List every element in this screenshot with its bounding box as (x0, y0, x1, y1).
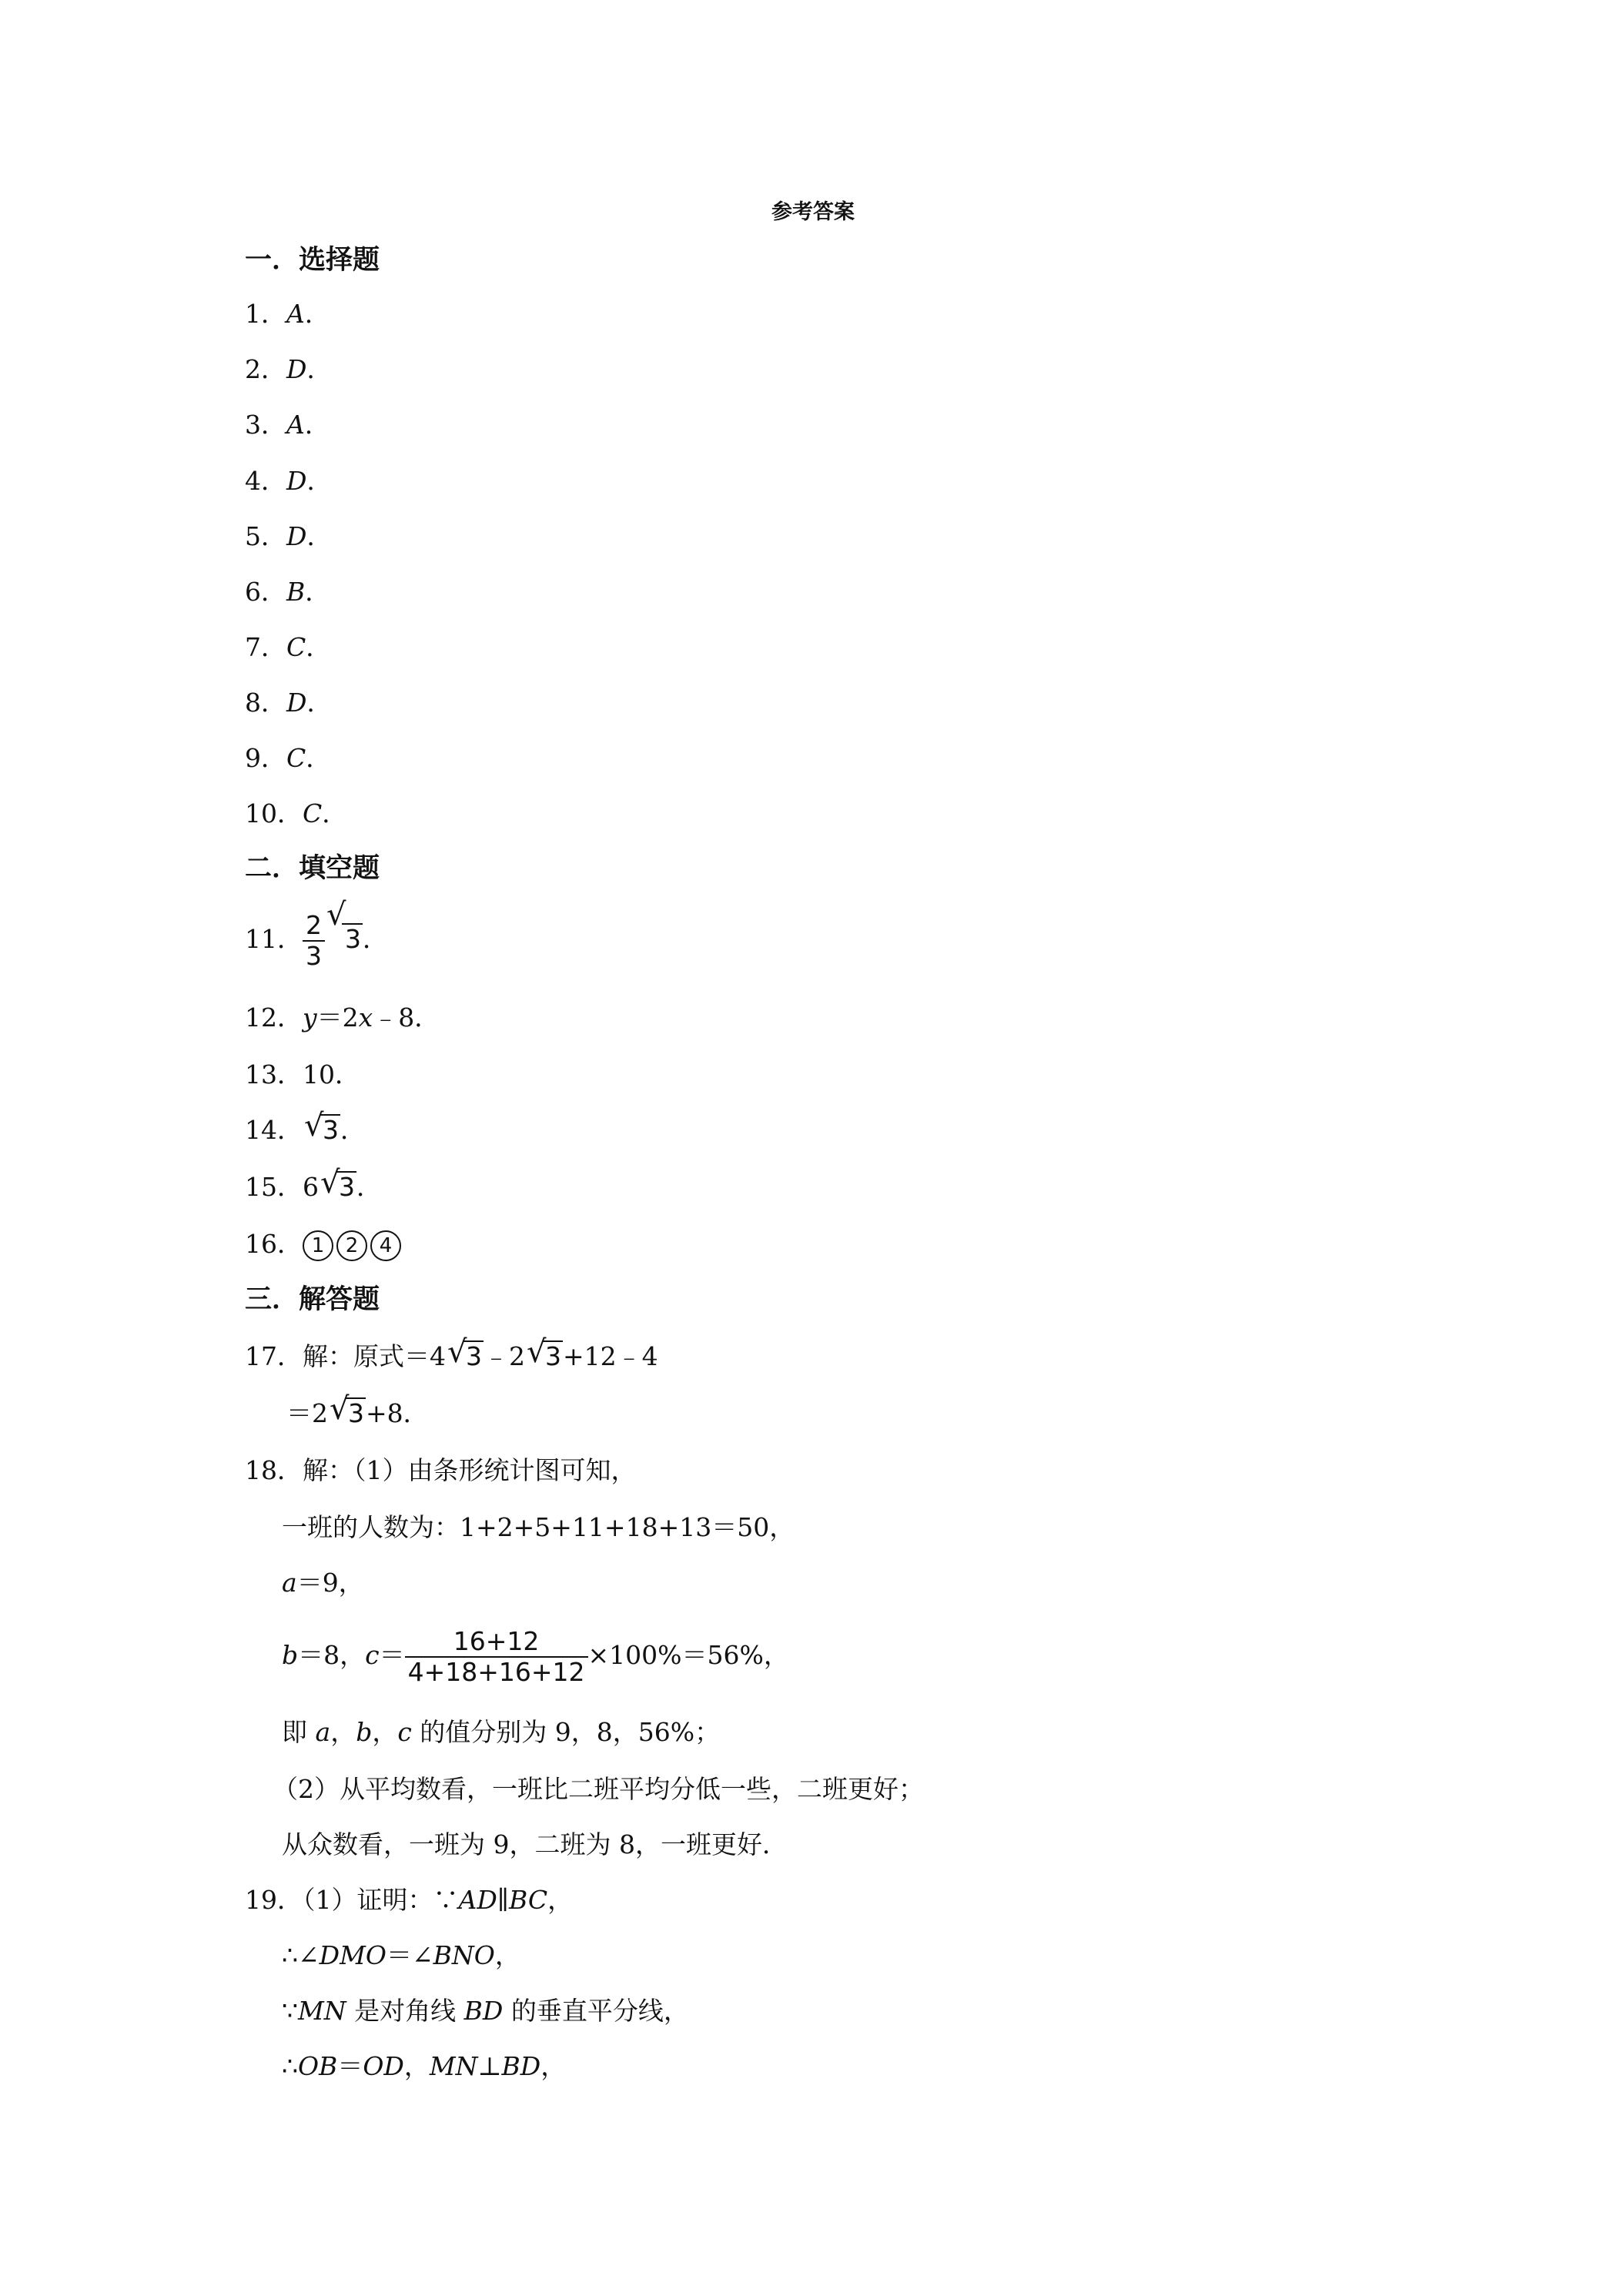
choice-answer-4: 4．D． (245, 466, 333, 496)
fill-answer-14: 14． √ 3． (245, 1113, 366, 1147)
square-root: √ 3 (527, 1334, 561, 1371)
square-root: √ 3 (330, 1391, 364, 1428)
q18-line-5: 即 a，b，c 的值分别为 9，8，56%； (282, 1717, 721, 1747)
q17-line-2: ＝2 √ 3+8． (286, 1397, 429, 1431)
fill-answer-12: 12．y＝2x﹣8． (245, 1002, 440, 1033)
radical-sign-icon: √ (320, 1165, 340, 1200)
radical-sign-icon: √ (447, 1334, 467, 1370)
choice-answer-8: 8．D． (245, 688, 333, 718)
choice-answer-3: 3．A． (245, 410, 330, 440)
choice-answer-1: 1．A． (245, 299, 330, 329)
square-root: √ 3 (447, 1334, 482, 1371)
square-root: √ 3 (320, 1165, 355, 1202)
fraction: $\frac{2}{3}$ (303, 912, 325, 969)
q18-line-6: （2）从平均数看，一班比二班平均分低一些，二班更好； (273, 1774, 924, 1804)
square-root: √ 3 (304, 1108, 339, 1145)
choice-answer-5: 5．D． (245, 521, 333, 551)
choice-answer-2: 2．D． (245, 354, 333, 384)
fill-answer-13: 13．10． (245, 1059, 360, 1089)
choice-answer-7: 7．C． (245, 632, 332, 662)
circled-number: 1 (303, 1230, 333, 1261)
radical-sign-icon: √ (304, 1108, 324, 1143)
fill-answer-16: 16． 1 2 4 (245, 1227, 404, 1261)
circled-number: 4 (370, 1230, 401, 1261)
section-heading-fill: 二．填空题 (245, 853, 380, 884)
q18-line-4: b＝8，c＝ $\frac{16+12}{4+18+16+12}$ ×100%＝56%， (282, 1626, 789, 1687)
choice-answer-10: 10．C． (245, 798, 348, 828)
q19-line-2: ∴∠DMO＝∠BNO， (282, 1940, 520, 1970)
q19-line-4: ∴OB＝OD，MN⊥BD， (282, 2051, 567, 2081)
page-title: 参考答案 (771, 200, 855, 224)
fill-answer-15: 15．6 √ 3． (245, 1170, 382, 1204)
radical-sign-icon: √ (326, 897, 346, 932)
fill-answer-11: 11． $\frac{2}{3}$ √ 3． (245, 902, 388, 976)
choice-answer-6: 6．B． (245, 577, 331, 607)
radical-sign-icon: √ (330, 1391, 350, 1427)
q19-line-1: 19．（1）证明：∵AD∥BC， (245, 1885, 574, 1915)
q18-line-2: 一班的人数为：1+2+5+11+18+13＝50， (282, 1512, 795, 1542)
q18-line-7: 从众数看，一班为 9，二班为 8，一班更好． (282, 1829, 788, 1859)
q18-line-1: 18．解：（1）由条形统计图可知， (245, 1455, 637, 1485)
circled-number: 2 (336, 1230, 367, 1261)
q18-line-3: a＝9， (282, 1568, 364, 1598)
section-heading-solutions: 三．解答题 (245, 1284, 380, 1315)
square-root: √ 3 (326, 897, 361, 954)
q17-line-1: 17．解：原式＝4 √ 3﹣2 √ 3+12﹣4 (245, 1340, 658, 1374)
choice-answer-9: 9．C． (245, 743, 332, 773)
q19-line-3: ∵MN 是对角线 BD 的垂直平分线， (282, 1996, 689, 2026)
fraction: $\frac{16+12}{4+18+16+12}$ (405, 1628, 588, 1685)
section-heading-choice: 一．选择题 (245, 245, 380, 276)
radical-sign-icon: √ (527, 1334, 547, 1370)
